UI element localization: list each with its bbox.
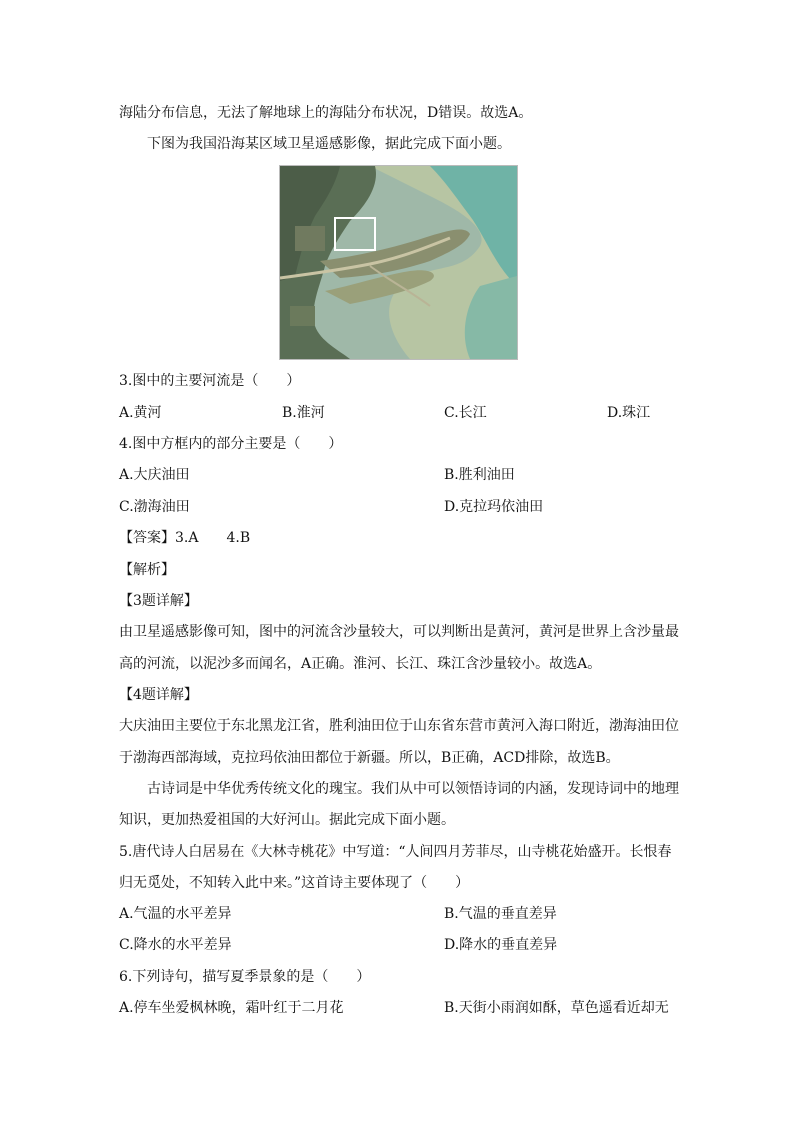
satellite-image (279, 165, 518, 360)
q3-option-c: C.长江 (444, 405, 487, 421)
q3-detail-heading: 【3题详解】 (119, 593, 198, 609)
q5-option-b: B.气温的垂直差异 (444, 906, 557, 922)
q5-option-d: D.降水的垂直差异 (444, 937, 558, 953)
q4-detail-heading: 【4题详解】 (119, 687, 198, 703)
q6-option-a: A.停车坐爱枫林晚，霜叶红于二月花 (119, 1000, 344, 1016)
q3-detail-line-1: 由卫星遥感影像可知，图中的河流含沙量较大，可以判断出是黄河，黄河是世界上含沙量最 (119, 624, 679, 640)
q4-option-b: B.胜利油田 (444, 467, 515, 483)
question-4: 4.图中方框内的部分主要是（ ） (119, 436, 343, 452)
q4-option-d: D.克拉玛依油田 (444, 499, 544, 515)
q4-detail-line-2: 于渤海西部海域，克拉玛依油田都位于新疆。所以，B正确，ACD排除，故选B。 (119, 750, 620, 766)
text-line-1: 海陆分布信息，无法了解地球上的海陆分布状况，D错误。故选A。 (119, 105, 533, 121)
q4-option-a: A.大庆油田 (119, 467, 190, 483)
satellite-map-graphic (280, 166, 517, 359)
q4-option-c: C.渤海油田 (119, 499, 190, 515)
q5-option-a: A.气温的水平差异 (119, 906, 232, 922)
q6-option-b: B.天街小雨润如酥，草色遥看近却无 (444, 1000, 669, 1016)
question-5-line-2: 归无觅处，不知转入此中来。”这首诗主要体现了（ ） (119, 875, 470, 891)
q3-detail-line-2: 高的河流，以泥沙多而闻名，A正确。淮河、长江、珠江含沙量较小。故选A。 (119, 656, 602, 672)
q3-option-d: D.珠江 (607, 405, 651, 421)
q5-option-c: C.降水的水平差异 (119, 937, 232, 953)
question-6: 6.下列诗句，描写夏季景象的是（ ） (119, 969, 371, 985)
question-3: 3.图中的主要河流是（ ） (119, 373, 301, 389)
intro-paragraph-1: 下图为我国沿海某区域卫星遥感影像，据此完成下面小题。 (147, 136, 511, 152)
intro-paragraph-2-line-2: 知识，更加热爱祖国的大好河山。据此完成下面小题。 (119, 812, 455, 828)
intro-paragraph-2-line-1: 古诗词是中华优秀传统文化的瑰宝。我们从中可以领悟诗词的内涵，发现诗词中的地理 (147, 781, 679, 797)
answer-line: 【答案】3.A 4.B (119, 530, 251, 546)
question-5-line-1: 5.唐代诗人白居易在《大林寺桃花》中写道：“人间四月芳菲尽，山寺桃花始盛开。长恨春 (119, 844, 672, 860)
q3-option-b: B.淮河 (282, 405, 325, 421)
q4-detail-line-1: 大庆油田主要位于东北黑龙江省，胜利油田位于山东省东营市黄河入海口附近，渤海油田位 (119, 718, 679, 734)
q3-option-a: A.黄河 (119, 405, 162, 421)
analysis-heading: 【解析】 (119, 562, 175, 578)
